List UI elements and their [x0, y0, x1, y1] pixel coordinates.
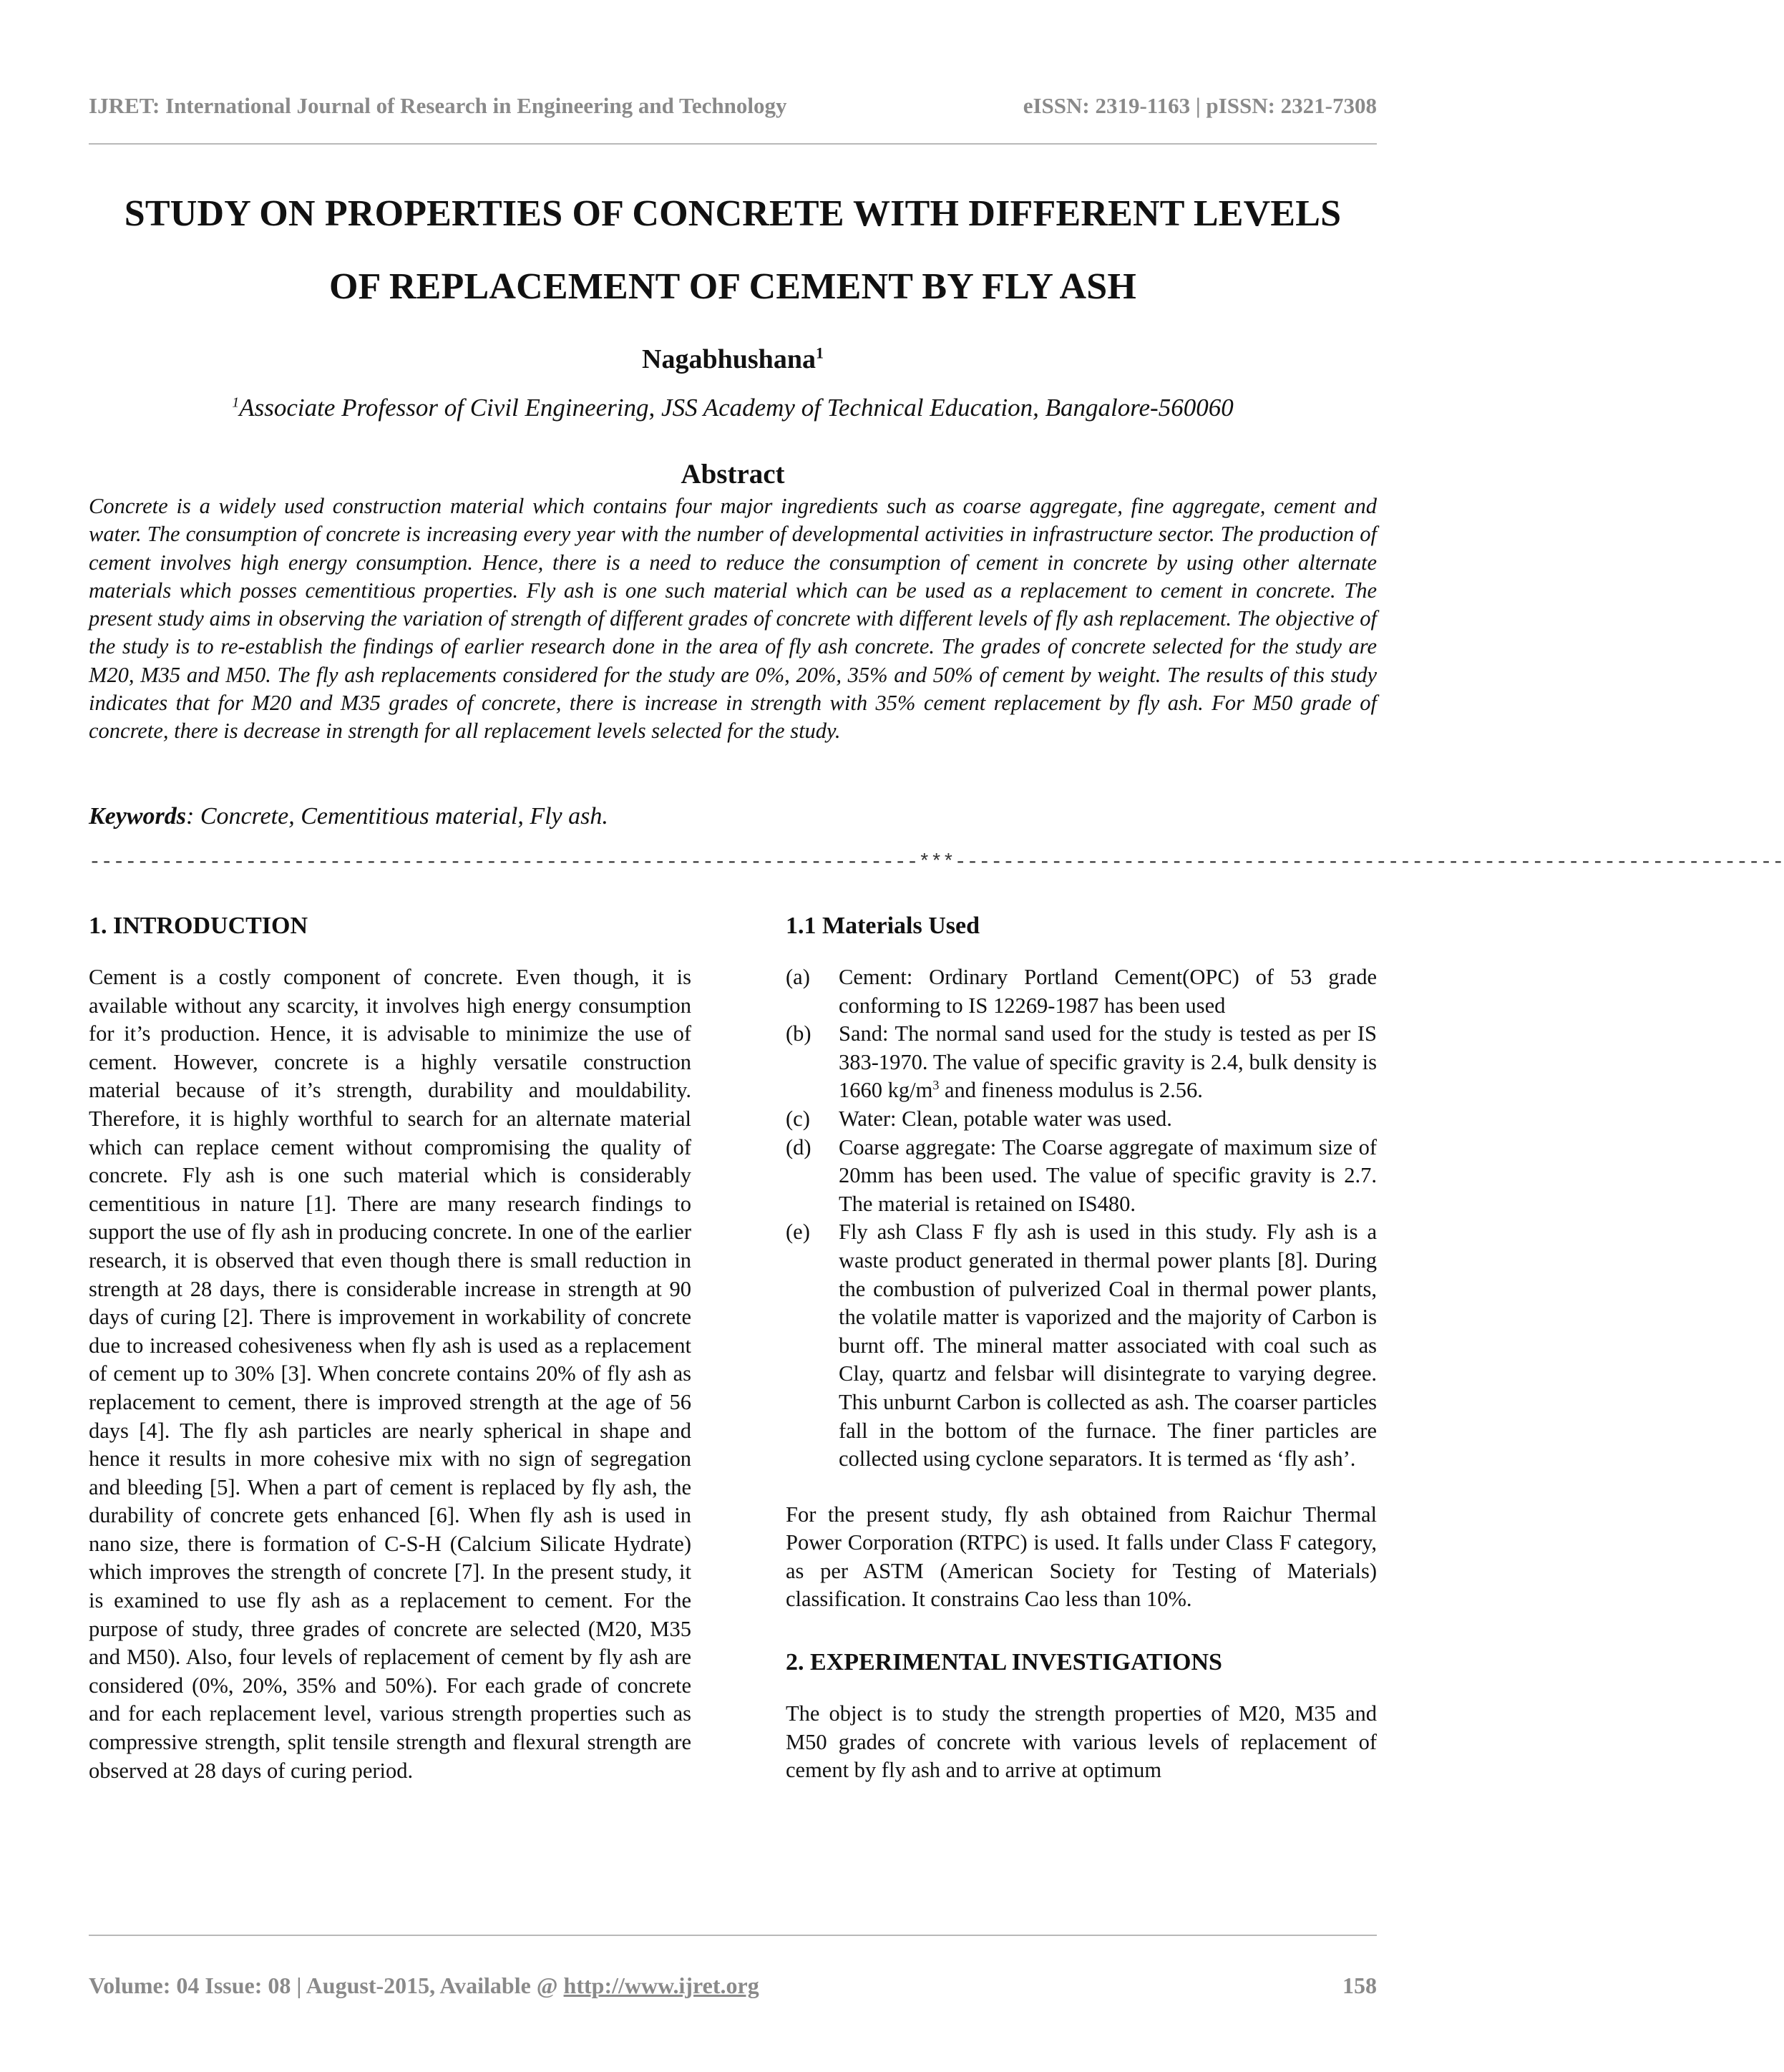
keywords-label: Keywords — [89, 803, 186, 830]
left-column — [89, 910, 691, 1785]
footer-volume-text: Volume: 04 Issue: 08 | August-2015, Available @ — [89, 1973, 564, 1998]
experimental-paragraph: The object is to study the strength properties of M20, M35 and M50 grades of concrete with various levels of replacement of cement by fly ash and to arrive at optimum — [786, 1701, 1377, 1783]
author — [0, 344, 1466, 375]
keywords — [89, 803, 608, 830]
right-column — [786, 910, 1377, 1785]
journal-url-link[interactable]: http://www.ijret.org — [563, 1973, 759, 1998]
affiliation-text: Associate Professor of Civil Engineering, JSS Academy of Technical Education, Bangalore-560060 — [239, 394, 1234, 422]
list-item — [786, 1020, 1377, 1105]
spacer — [786, 1614, 1377, 1647]
list-item-label: (d) — [786, 1134, 811, 1159]
intro-heading: 1. INTRODUCTION — [89, 913, 308, 939]
sand-text-a: Sand: The normal sand used for the study is tested as per IS 383-1970. The value of specific gravity is 2.4, bulk density is 1660 kg/m — [839, 1021, 1377, 1103]
sand-sup: 3 — [932, 1078, 940, 1093]
affiliation-sup: 1 — [232, 394, 240, 411]
materials-list — [786, 963, 1377, 1474]
list-item-text: Cement: Ordinary Portland Cement(OPC) of 53 grade conforming to IS 12269-1987 has been used — [839, 965, 1377, 1018]
materials-heading: 1.1 Materials Used — [786, 913, 980, 939]
keywords-text: : Concrete, Cementitious material, Fly ash. — [186, 803, 608, 830]
header-rule — [89, 143, 1377, 145]
title-line-2: OF REPLACEMENT OF CEMENT BY FLY ASH — [328, 266, 1137, 307]
list-item-text: Water: Clean, potable water was used. — [839, 1106, 1172, 1131]
list-item-label: (b) — [786, 1021, 811, 1046]
paper-title — [64, 177, 1401, 324]
footer-rule — [89, 1935, 1377, 1936]
materials-closing-paragraph: For the present study, fly ash obtained from Raichur Thermal Power Corporation (RTPC) is used. It falls under Class F category, as per ASTM (American Society for Testing of Materials) classification. It constrains Cao less than 10%. — [786, 1502, 1377, 1612]
spacer — [786, 1474, 1377, 1501]
list-item-text — [839, 1020, 1377, 1105]
author-name: Nagabhushana — [642, 344, 816, 374]
intro-paragraph: Cement is a costly component of concrete. Even though, it is available without any scarcity, it involves high energy consumption for it’s production. Hence, it is advisable to minimize the use of cement. However, concrete is a highly versatile construction material because of it’s strength, durability and mouldability. Therefore, it is highly worthful to search for an alternate material which can replace cement without compromising the quality of concrete. Fly ash is one such material which is considerably cementitious in nature [1]. There are many research findings to support the use of fly ash in producing concrete. In one of the earlier research, it is observed that even though there is small reduction in strength at 28 days, there is considerable increase in strength at 90 days of curing [2]. There is improvement in workability of concrete due to increased cohesiveness when fly ash is used as a replacement of cement up to 30% [3]. When concrete contains 20% of fly ash as replacement to cement, there is improved strength at the age of 56 days [4]. The fly ash particles are nearly spherical in shape and hence it results in more cohesive mix with no sign of segregation and bleeding [5]. When a part of cement is replaced by fly ash, the durability of concrete gets enhanced [6]. When fly ash is used in nano size, there is formation of C-S-H (Calcium Silicate Hydrate) which improves the strength of concrete [7]. In the present study, it is examined to use fly ash as a replacement to cement. For the purpose of study, three grades of concrete are selected (M20, M35 and M50). Also, four levels of replacement of cement by fly ash are considered (0%, 20%, 35% and 50%). For each grade of concrete and for each replacement level, various strength properties such as compressive strength, split tensile strength and flexural strength are observed at 28 days of curing period. — [89, 965, 691, 1783]
author-sup: 1 — [815, 344, 824, 362]
journal-name: IJRET: International Journal of Research in Engineering and Technology — [89, 93, 787, 118]
affiliation — [0, 394, 1466, 422]
list-item — [786, 963, 1377, 1020]
page-footer — [89, 1973, 1377, 1999]
list-item — [786, 1134, 1377, 1219]
list-item-label: (e) — [786, 1220, 810, 1245]
experimental-heading: 2. EXPERIMENTAL INVESTIGATIONS — [786, 1649, 1222, 1676]
list-item-text: Fly ash Class F fly ash is used in this study. Fly ash is a waste product generated in thermal power plants [8]. During the combustion of pulverized Coal in thermal power plants, the volatile matter is vaporized and the majority of Carbon is burnt off. The mineral matter associated with coal such as Clay, quartz and felsbar will disintegrate to varying degree. This unburnt Carbon is collected as ash. The coarser particles fall in the bottom of the furnace. The finer particles are collected using cyclone separators. It is termed as ‘fly ash’. — [839, 1220, 1377, 1472]
abstract-body: Concrete is a widely used construction material which contains four major ingredients such as coarse aggregate, fine aggregate, cement and water. The consumption of concrete is increasing every year with the number of developmental activities in infrastructure sector. The production of cement involves high energy consumption. Hence, there is a need to reduce the consumption of cement in concrete by using other alternate materials which posses cementitious properties. Fly ash is one such material which can be used as a replacement to cement in concrete. The present study aims in observing the variation of strength of different grades of concrete with different levels of fly ash replacement. The objective of the study is to re-establish the findings of earlier research done in the area of fly ash concrete. The grades of concrete selected for the study are M20, M35 and M50. The fly ash replacements considered for the study are 0%, 20%, 35% and 50% of cement by weight. The results of this study indicates that for M20 and M35 grades of concrete, there is increase in strength with 35% cement replacement by fly ash. For M50 grade of concrete, there is decrease in strength for all replacement levels selected for the study. — [89, 494, 1377, 744]
list-item-label: (a) — [786, 965, 810, 989]
footer-volume — [89, 1973, 759, 1999]
section-divider: ---------------------------------------------------------------------***--------------------------------------------------------------------- — [89, 852, 1784, 874]
issn: eISSN: 2319-1163 | pISSN: 2321-7308 — [1023, 93, 1377, 118]
sand-text-b: and fineness modulus is 2.56. — [939, 1078, 1203, 1103]
list-item — [786, 1218, 1377, 1473]
list-item — [786, 1105, 1377, 1134]
running-header — [89, 90, 1377, 122]
list-item-text: Coarse aggregate: The Coarse aggregate of maximum size of 20mm has been used. The value of specific gravity is 2.7. The material is retained on IS480. — [839, 1134, 1377, 1216]
abstract-heading: Abstract — [681, 459, 785, 490]
page-number: 158 — [1342, 1973, 1377, 1998]
title-line-1: STUDY ON PROPERTIES OF CONCRETE WITH DIFFERENT LEVELS — [124, 193, 1342, 234]
list-item-label: (c) — [786, 1106, 810, 1131]
